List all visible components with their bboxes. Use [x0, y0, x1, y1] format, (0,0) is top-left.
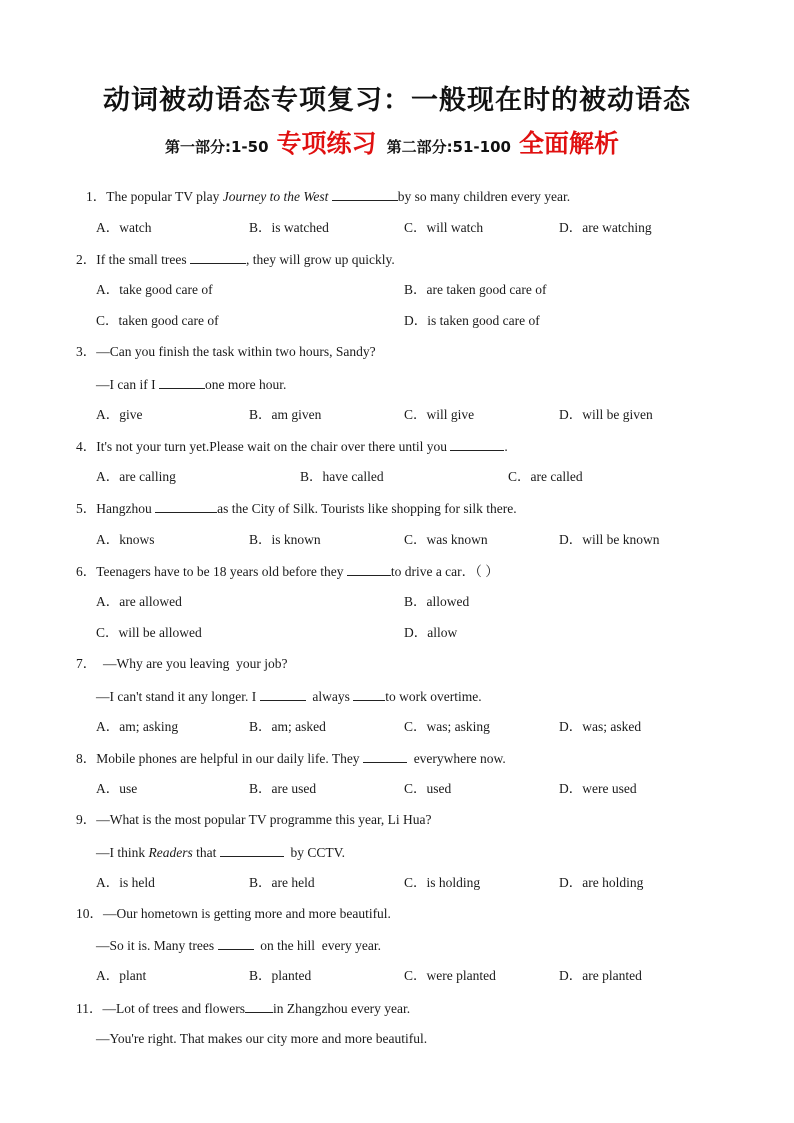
question-7 [76, 656, 287, 672]
option-b[interactable]: B．allowed [404, 594, 470, 609]
option-a[interactable]: A．plant [96, 968, 147, 983]
option-b[interactable]: B．am; asked [249, 719, 326, 734]
option-b[interactable]: B．is watched [249, 220, 329, 235]
option-c[interactable]: C．will be allowed [96, 625, 202, 640]
question-1 [86, 188, 570, 205]
question-text: Mobile phones are helpful in our daily life. They [96, 751, 363, 766]
question-text: —I can if I [96, 377, 159, 392]
option-a[interactable]: A．knows [96, 532, 155, 547]
question-number: 11． [76, 1001, 103, 1016]
answer-blank[interactable] [220, 844, 284, 857]
question-6 [76, 563, 499, 580]
question-text: The popular TV play [106, 189, 223, 204]
question-italic: Readers [148, 845, 193, 860]
option-a[interactable]: A．is held [96, 875, 155, 890]
question-text: , they will grow up quickly. [245, 252, 395, 267]
question-text: —Lot of trees and flowers [102, 1001, 245, 1016]
question-number: 1． [86, 189, 107, 204]
question-4 [76, 438, 508, 455]
answer-blank[interactable] [363, 750, 407, 763]
option-c[interactable]: C．are called [508, 469, 583, 484]
option-a[interactable]: A．use [96, 781, 138, 796]
option-b[interactable]: B．are held [249, 875, 315, 890]
option-a[interactable]: A．watch [96, 220, 152, 235]
option-c[interactable]: C．was; asking [404, 719, 490, 734]
option-c[interactable]: C．is holding [404, 875, 481, 890]
option-d[interactable]: D．was; asked [559, 719, 642, 734]
option-a[interactable]: A．am; asking [96, 719, 179, 734]
question-3 [76, 344, 376, 360]
question-text: It's not your turn yet.Please wait on the chair over there until you [96, 439, 451, 454]
question-text: one more hour. [204, 377, 287, 392]
question-text: on the hill every year. [253, 938, 381, 953]
question-9-response [96, 844, 345, 861]
option-d[interactable]: D．will be known [559, 532, 660, 547]
question-number: 5． [76, 501, 97, 516]
option-d[interactable]: D．are watching [559, 220, 652, 235]
answer-blank[interactable] [155, 500, 217, 513]
question-text: by so many children every year. [397, 189, 571, 204]
question-number: 7． [76, 656, 97, 671]
question-7-response [96, 688, 482, 705]
answer-blank[interactable] [450, 438, 504, 451]
question-number: 8． [76, 751, 97, 766]
question-number: 2． [76, 252, 97, 267]
answer-blank[interactable] [332, 188, 398, 201]
question-5 [76, 500, 517, 517]
question-number: 9． [76, 812, 97, 827]
option-a[interactable]: A．take good care of [96, 282, 213, 297]
question-10-response [96, 937, 381, 954]
answer-blank[interactable] [218, 937, 254, 950]
question-text: as the City of Silk. Tourists like shopping for silk there. [217, 501, 517, 516]
option-a[interactable]: A．are calling [96, 469, 176, 484]
question-text: everywhere now. [406, 751, 506, 766]
question-number: 4． [76, 439, 97, 454]
question-text: —What is the most popular TV programme this year, Li Hua? [96, 812, 432, 827]
question-text: Teenagers have to be 18 years old before they [96, 564, 347, 579]
question-text: that [192, 845, 220, 860]
question-text: —Why are you leaving your job? [96, 656, 288, 671]
answer-blank[interactable] [245, 1000, 273, 1013]
answer-blank[interactable] [190, 251, 246, 264]
answer-blank[interactable] [159, 376, 205, 389]
answer-blank[interactable] [347, 563, 391, 576]
question-text: —Can you finish the task within two hours, Sandy? [96, 344, 376, 359]
option-b[interactable]: B．are used [249, 781, 317, 796]
question-text: —Our hometown is getting more and more beautiful. [103, 906, 391, 921]
option-d[interactable]: D．were used [559, 781, 637, 796]
option-d[interactable]: D．is taken good care of [404, 313, 540, 328]
question-number: 6． [76, 564, 97, 579]
option-b[interactable]: B．have called [300, 469, 384, 484]
option-a[interactable]: A．are allowed [96, 594, 182, 609]
option-c[interactable]: C．will watch [404, 220, 484, 235]
question-11-response [96, 1031, 427, 1047]
question-10 [76, 906, 391, 922]
option-a[interactable]: A．give [96, 407, 143, 422]
page-title: 动词被动语态专项复习：一般现在时的被动语态 [103, 85, 691, 116]
question-3-response [96, 376, 286, 393]
answer-blank[interactable] [260, 688, 306, 701]
part2-label: 第二部分:51-100 [386, 138, 511, 156]
question-9 [76, 812, 432, 828]
option-c[interactable]: C．taken good care of [96, 313, 219, 328]
question-text: to work overtime. [385, 689, 482, 704]
option-b[interactable]: B．planted [249, 968, 312, 983]
question-text: —I can't stand it any longer. I [96, 689, 260, 704]
option-d[interactable]: D．allow [404, 625, 458, 640]
question-text: in Zhangzhou every year. [272, 1001, 411, 1016]
part2-tag: 全面解析 [518, 129, 619, 158]
option-d[interactable]: D．are holding [559, 875, 644, 890]
option-c[interactable]: C．used [404, 781, 452, 796]
question-italic: Journey to the West [222, 189, 329, 204]
question-text: —I think [96, 845, 149, 860]
question-number: 3． [76, 344, 97, 359]
option-b[interactable]: B．are taken good care of [404, 282, 547, 297]
option-d[interactable]: D．will be given [559, 407, 653, 422]
part1-label: 第一部分:1-50 [165, 138, 269, 156]
answer-blank[interactable] [353, 688, 385, 701]
question-text: —You're right. That makes our city more and more beautiful. [96, 1031, 428, 1046]
question-8 [76, 750, 506, 767]
option-d[interactable]: D．are planted [559, 968, 642, 983]
option-b[interactable]: B．am given [249, 407, 322, 422]
question-text: If the small trees [96, 252, 190, 267]
question-2 [76, 251, 395, 268]
question-text: by CCTV. [283, 845, 346, 860]
option-b[interactable]: B．is known [249, 532, 321, 547]
question-number: 10． [76, 906, 103, 921]
option-c[interactable]: C．were planted [404, 968, 496, 983]
question-text: to drive a car．（ ） [390, 564, 499, 579]
subtitle [0, 124, 794, 160]
part1-tag: 专项练习 [276, 129, 377, 158]
question-text: always [305, 689, 354, 704]
question-text: . [504, 439, 508, 454]
question-11 [76, 1000, 410, 1017]
option-c[interactable]: C．will give [404, 407, 475, 422]
question-text: —So it is. Many trees [96, 938, 218, 953]
question-text: Hangzhou [96, 501, 156, 516]
option-c[interactable]: C．was known [404, 532, 488, 547]
